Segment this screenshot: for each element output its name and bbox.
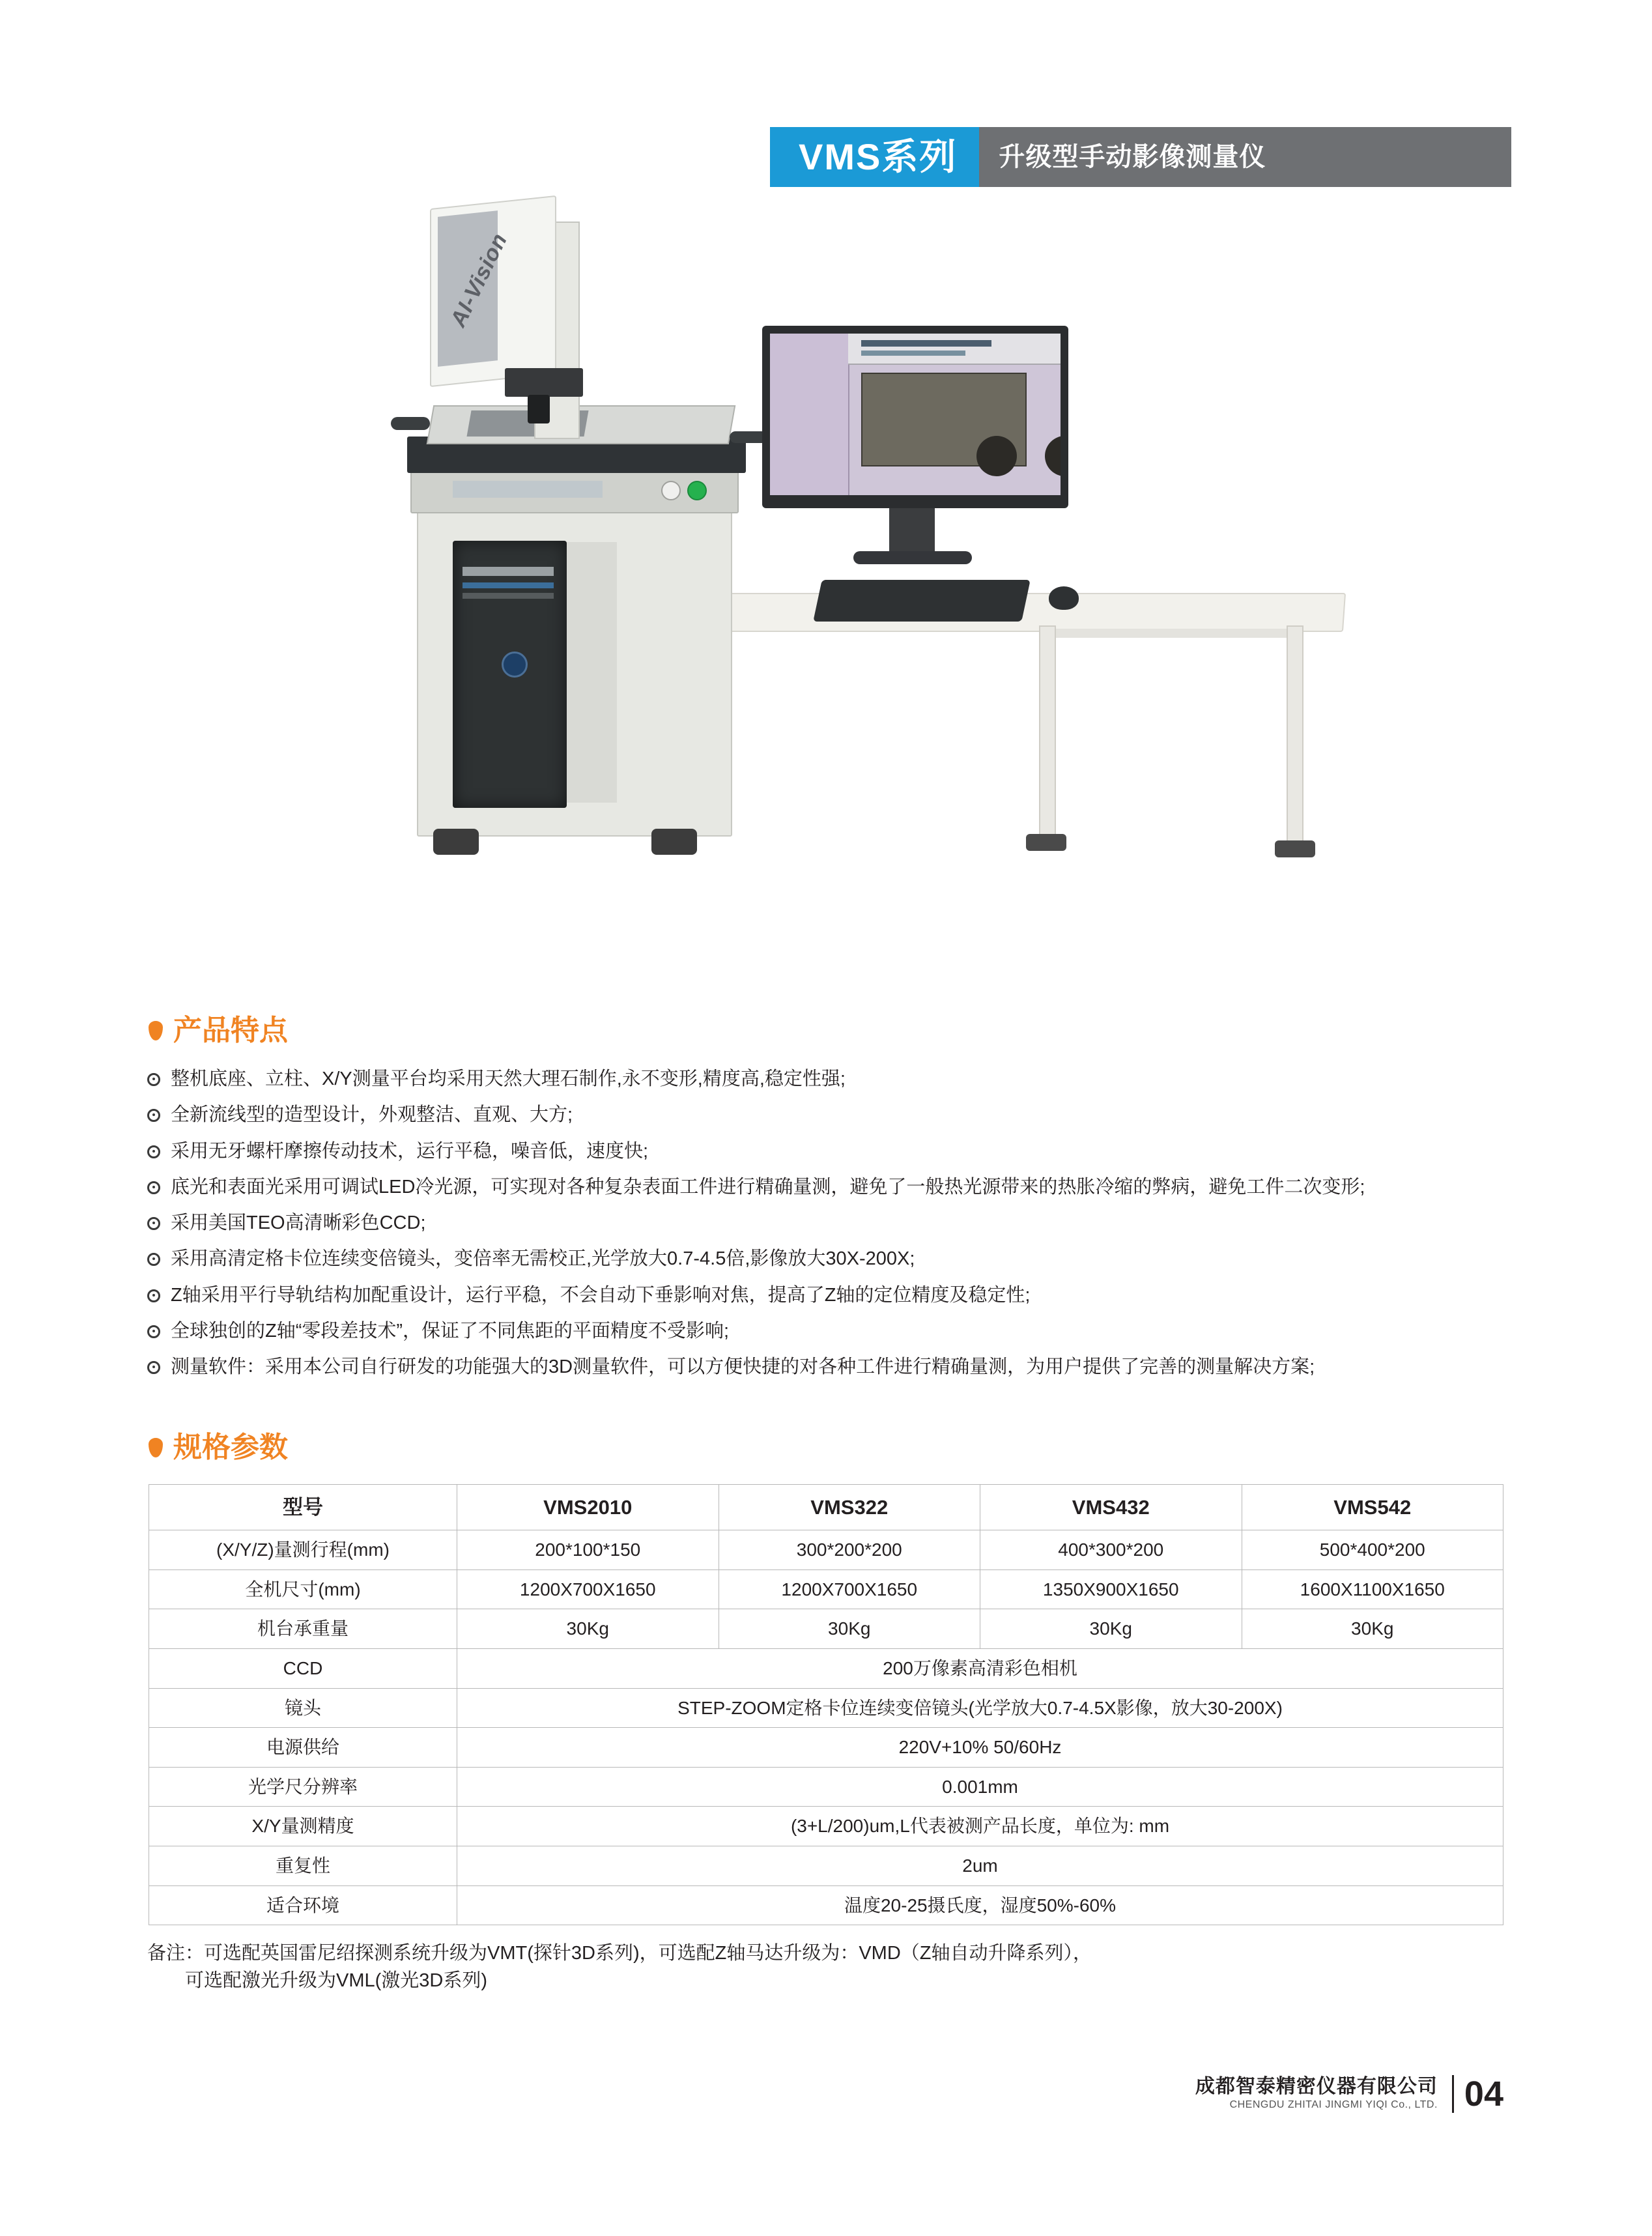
bullet-icon: [147, 1181, 160, 1194]
specifications-section: [0, 1433, 1652, 1994]
column-header-vms322: VMS322: [719, 1485, 980, 1530]
table-cell-merged: STEP-ZOOM定格卡位连续变倍镜头(光学放大0.7-4.5X影像，放大30-200X): [457, 1688, 1503, 1728]
table-cell: 1200X700X1650: [457, 1570, 719, 1609]
feature-text: 全球独创的Z轴“零段差技术”，保证了不同焦距的平面精度不受影响;: [171, 1320, 730, 1341]
software-toolbar-row1: [861, 340, 991, 347]
row-label: (X/Y/Z)量测行程(mm): [149, 1530, 457, 1570]
table-cell-merged: 温度20-25摄氏度，湿度50%-60%: [457, 1885, 1503, 1925]
table-cell-merged: 220V+10% 50/60Hz: [457, 1728, 1503, 1768]
features-section: [0, 1016, 1652, 1391]
row-label: 机台承重量: [149, 1609, 457, 1649]
measured-hole-2: [1045, 436, 1061, 476]
list-item: [147, 1103, 1535, 1126]
tower-panel-gray: [463, 593, 554, 599]
row-label: 光学尺分辨率: [149, 1767, 457, 1807]
software-image-view: [861, 373, 1027, 466]
control-panel-label: [453, 481, 603, 498]
droplet-icon: [149, 1021, 163, 1040]
software-sidebar: [770, 334, 849, 495]
droplet-icon: [149, 1438, 163, 1457]
power-indicator: [687, 481, 707, 500]
list-item: [147, 1175, 1535, 1199]
feature-text: 采用高清定格卡位连续变倍镜头，变倍率无需校正,光学放大0.7-4.5倍,影像放大30X-200X;: [171, 1248, 915, 1270]
table-row: [149, 1728, 1503, 1768]
bullet-icon: [147, 1289, 160, 1302]
table-cell-merged: (3+L/200)um,L代表被测产品长度，单位为: mm: [457, 1807, 1503, 1846]
table-cell: 1350X900X1650: [980, 1570, 1242, 1609]
page-footer: [0, 2075, 1652, 2113]
column-header-model: 型号: [149, 1485, 457, 1530]
table-cell-merged: 200万像素高清彩色相机: [457, 1648, 1503, 1688]
table-row: [149, 1609, 1503, 1649]
z-axis-head: [505, 368, 583, 397]
table-row: [149, 1570, 1503, 1609]
footer-divider: [1452, 2075, 1454, 2113]
tower-drive-bay: [463, 567, 554, 576]
column-header-vms432: VMS432: [980, 1485, 1242, 1530]
footer-company-en: CHENGDU ZHITAI JINGMI YIQI Co., LTD.: [1229, 2099, 1438, 2110]
row-label: CCD: [149, 1648, 457, 1688]
desk-leg-left: [1039, 625, 1056, 843]
desk-foot-left: [1026, 834, 1066, 851]
list-item: [147, 1140, 1535, 1163]
bullet-icon: [147, 1217, 160, 1230]
table-row: [149, 1648, 1503, 1688]
specs-note-line-2: 可选配激光升级为VML(激光3D系列): [185, 1970, 488, 1992]
specs-heading: [0, 1433, 1652, 1462]
bullet-icon: [147, 1073, 160, 1086]
footer-company: [1195, 2076, 1438, 2112]
row-label: 重复性: [149, 1846, 457, 1885]
row-label: 镜头: [149, 1688, 457, 1728]
features-list: [0, 1067, 1652, 1379]
header-subtitle-label: 升级型手动影像测量仪: [999, 143, 1266, 171]
software-toolbar: [848, 334, 1061, 365]
tower-power-button: [502, 652, 528, 678]
desk-beam: [1039, 629, 1300, 638]
bullet-icon: [147, 1361, 160, 1374]
table-cell: 1200X700X1650: [719, 1570, 980, 1609]
header-subtitle-block: [979, 127, 1511, 187]
row-label: 全机尺寸(mm): [149, 1570, 457, 1609]
monitor-base: [853, 551, 972, 564]
table-row: [149, 1846, 1503, 1885]
specs-title: 规格参数: [173, 1431, 288, 1463]
feature-text: 采用美国TEO高清晰彩色CCD;: [171, 1212, 426, 1233]
zoom-lens: [528, 395, 550, 423]
column-header-vms2010: VMS2010: [457, 1485, 719, 1530]
feature-text: 测量软件：采用本公司自行研发的功能强大的3D测量软件，可以方便快捷的对各种工件进行精确量测，为用户提供了完善的测量解决方案;: [171, 1356, 1315, 1377]
footer-company-cn: 成都智泰精密仪器有限公司: [1195, 2076, 1438, 2098]
specs-note: [0, 1940, 1652, 1994]
measured-hole-1: [976, 436, 1017, 476]
header-series-label: VMS系列: [799, 136, 958, 177]
list-item: [147, 1211, 1535, 1235]
bullet-icon: [147, 1109, 160, 1122]
specs-table-wrapper: [0, 1484, 1652, 1925]
machine-brand-label: AI-Vision: [446, 229, 513, 331]
table-row: [149, 1767, 1503, 1807]
table-cell: 30Kg: [457, 1609, 719, 1649]
table-cell-merged: 0.001mm: [457, 1767, 1503, 1807]
control-knob: [661, 481, 681, 500]
feature-text: Z轴采用平行导轨结构加配重设计，运行平稳，不会自动下垂影响对焦，提高了Z轴的定位精度及稳定性;: [171, 1284, 1031, 1306]
table-cell: 1600X1100X1650: [1242, 1570, 1503, 1609]
software-toolbar-row2: [861, 351, 965, 356]
stage-handle-left: [391, 417, 430, 430]
table-cell: 200*100*150: [457, 1530, 719, 1570]
table-cell: 400*300*200: [980, 1530, 1242, 1570]
specs-note-line-1: 备注：可选配英国雷尼绍探测系统升级为VMT(探针3D系列)，可选配Z轴马达升级为：VMD（Z轴自动升降系列），: [147, 1943, 1092, 1964]
desk-leg-right: [1287, 625, 1303, 850]
table-row: [149, 1807, 1503, 1846]
feature-text: 底光和表面光采用可调试LED冷光源，可实现对各种复杂表面工件进行精确量测，避免了一般热光源带来的热胀冷缩的弊病，避免工件二次变形;: [171, 1176, 1365, 1197]
table-cell: 300*200*200: [719, 1530, 980, 1570]
machine-foot-right: [651, 829, 697, 855]
table-cell: 30Kg: [980, 1609, 1242, 1649]
header-series-block: [770, 127, 979, 187]
monitor-stand: [889, 508, 935, 554]
list-item: [147, 1283, 1535, 1307]
table-cell: 30Kg: [1242, 1609, 1503, 1649]
table-cell: 500*400*200: [1242, 1530, 1503, 1570]
table-row: [149, 1885, 1503, 1925]
tower-panel-blue: [463, 582, 554, 588]
desk-foot-right: [1275, 840, 1315, 857]
features-heading: [0, 1016, 1652, 1045]
feature-text: 采用无牙螺杆摩擦传动技术，运行平稳，噪音低，速度快;: [171, 1140, 649, 1162]
row-label: X/Y量测精度: [149, 1807, 457, 1846]
table-cell: 30Kg: [719, 1609, 980, 1649]
product-photo: [339, 202, 1355, 964]
list-item: [147, 1355, 1535, 1379]
bullet-icon: [147, 1325, 160, 1338]
table-row: [149, 1530, 1503, 1570]
table-header-row: [149, 1485, 1503, 1530]
feature-text: 全新流线型的造型设计，外观整洁、直观、大方;: [171, 1104, 573, 1126]
feature-text: 整机底座、立柱、X/Y测量平台均采用天然大理石制作,永不变形,精度高,稳定性强;: [171, 1068, 846, 1089]
bullet-icon: [147, 1145, 160, 1158]
list-item: [147, 1319, 1535, 1343]
monitor-screen: [770, 334, 1061, 495]
list-item: [147, 1067, 1535, 1091]
features-title: 产品特点: [173, 1014, 288, 1046]
list-item: [147, 1247, 1535, 1270]
row-label: 适合环境: [149, 1885, 457, 1925]
machine-foot-left: [433, 829, 479, 855]
page-header-banner: [770, 127, 1511, 187]
bullet-icon: [147, 1253, 160, 1266]
specs-table: [149, 1484, 1503, 1925]
page-number: 04: [1464, 2074, 1503, 2114]
row-label: 电源供给: [149, 1728, 457, 1768]
table-cell-merged: 2um: [457, 1846, 1503, 1885]
mouse: [1049, 586, 1079, 610]
table-row: [149, 1688, 1503, 1728]
keyboard: [813, 580, 1031, 622]
column-header-vms542: VMS542: [1242, 1485, 1503, 1530]
